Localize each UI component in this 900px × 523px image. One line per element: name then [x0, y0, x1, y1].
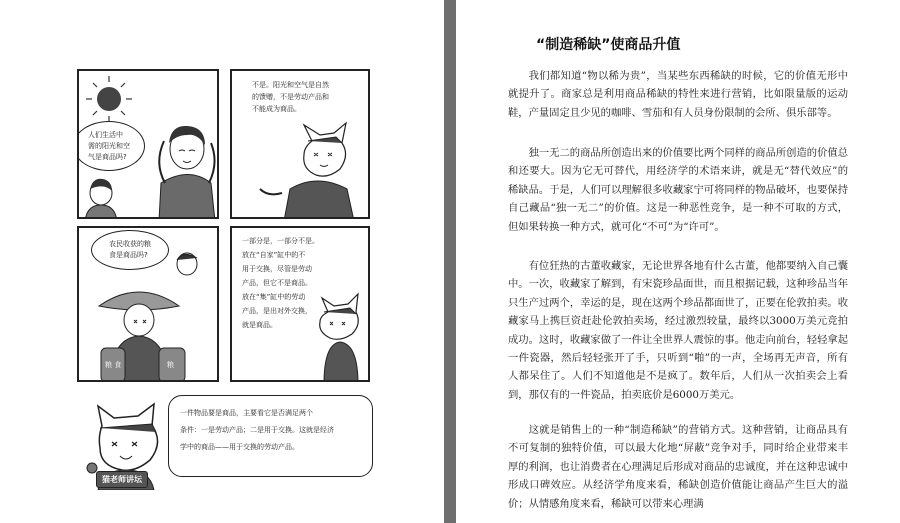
- speech-bubble-3: 农民收获的粮 食是商品吗?: [91, 230, 169, 270]
- paragraph-2: 独一无二的商品所创造出来的价值要比两个同样的商品所创造的价值总和还要大。因为它无可替代，用经济学的术语来讲，就是无“替代效应”的稀缺品。于是，人们可以理解很多收藏家宁可将同样的物品破坏，也要保持自己藏品“独一无二”的价值。这是一种恶性竞争，是一种不可取的方式，但如果转换一种方式，就可化“不可”为“许可”。: [508, 147, 848, 233]
- comic-panel-2: [230, 69, 370, 219]
- right-page: [456, 0, 900, 523]
- teacher-speech-text: 一件物品要是商品，主要看它是否满足两个 条件：一是劳动产品；二是用于交换。这就是经济 学中的商品——用于交换的劳动产品。: [180, 409, 334, 451]
- comic-panel-3: [77, 226, 219, 382]
- comic-panel-1: [77, 69, 219, 219]
- left-page: [0, 0, 444, 523]
- sack-label-left: 粮 食: [105, 361, 122, 369]
- sack-label-right: 粮: [167, 361, 174, 369]
- paragraph-3: 有位狂热的古董收藏家，无论世界各地有什么古董，他都要纳入自己囊中。一次，收藏家了解到，有宋瓷珍品面世，而且根据记载，这种珍品当年只生产过两个，幸运的是，现在这两个珍品都面世了，正要在伦敦拍卖。收藏家马上携巨资赶赴伦敦拍卖场，经过激烈较量，最终以3000万美元竞拍成功。这时，收藏家做了一件让全世界人震惊的事。他走向前台，轻轻拿起一件瓷器，然后轻轻张开了手，只听到“啪”的一声，全场再无声音，所有人都呆住了。人们不知道他是不是疯了。数年后，人们从一次拍卖会上看到，那仅有的一件瓷品，拍卖底价是6000万美元。: [508, 260, 848, 401]
- cat-teacher-figure: [232, 71, 370, 219]
- teacher-column-label: 猫老师讲坛: [96, 471, 148, 488]
- farmer-figure: [79, 228, 219, 382]
- panel-2-text: 不是。阳光和空气是自然 的馈赠，不是劳动产品和 不能成为商品。: [252, 81, 329, 113]
- speech-bubble-1: 人们生活中 需的阳光和空 气是商品吗?: [77, 121, 145, 171]
- panel-4-text: 一部分是，一部分不是。 放在“自家”缸中的不 用于交换，尽管是劳动 产品，但它不是商品。 放在“集”缸中的劳动 产品，是出对外交换， 就是商品。: [242, 237, 319, 329]
- paragraph-4: 这就是销售上的一种“制造稀缺”的营销方式。这种营销，让商品具有不可复制的独特价值，可以最大化地“屏蔽”竞争对手，同时给企业带来丰厚的利润，也让消费者在心理满足后形成对商品的忠诚度，并在这种忠诚中形成口碑效应。从经济学角度来看，稀缺创造价值能让商品产生巨大的溢价；从情感角度来看，稀缺可以带来心理满: [508, 424, 848, 510]
- paragraph-1: 我们都知道“物以稀为贵”，当某些东西稀缺的时候，它的价值无形中就提升了。商家总是利用商品稀缺的特性来进行营销，比如限量版的运动鞋，产量固定且少见的咖啡、雪茄和有人员身份限制的会所、俱乐部等。: [508, 70, 848, 119]
- cat-teacher-figure-2: [232, 228, 370, 382]
- article-title: “制造稀缺”使商品升值: [536, 37, 681, 53]
- comic-panel-4: [230, 226, 370, 382]
